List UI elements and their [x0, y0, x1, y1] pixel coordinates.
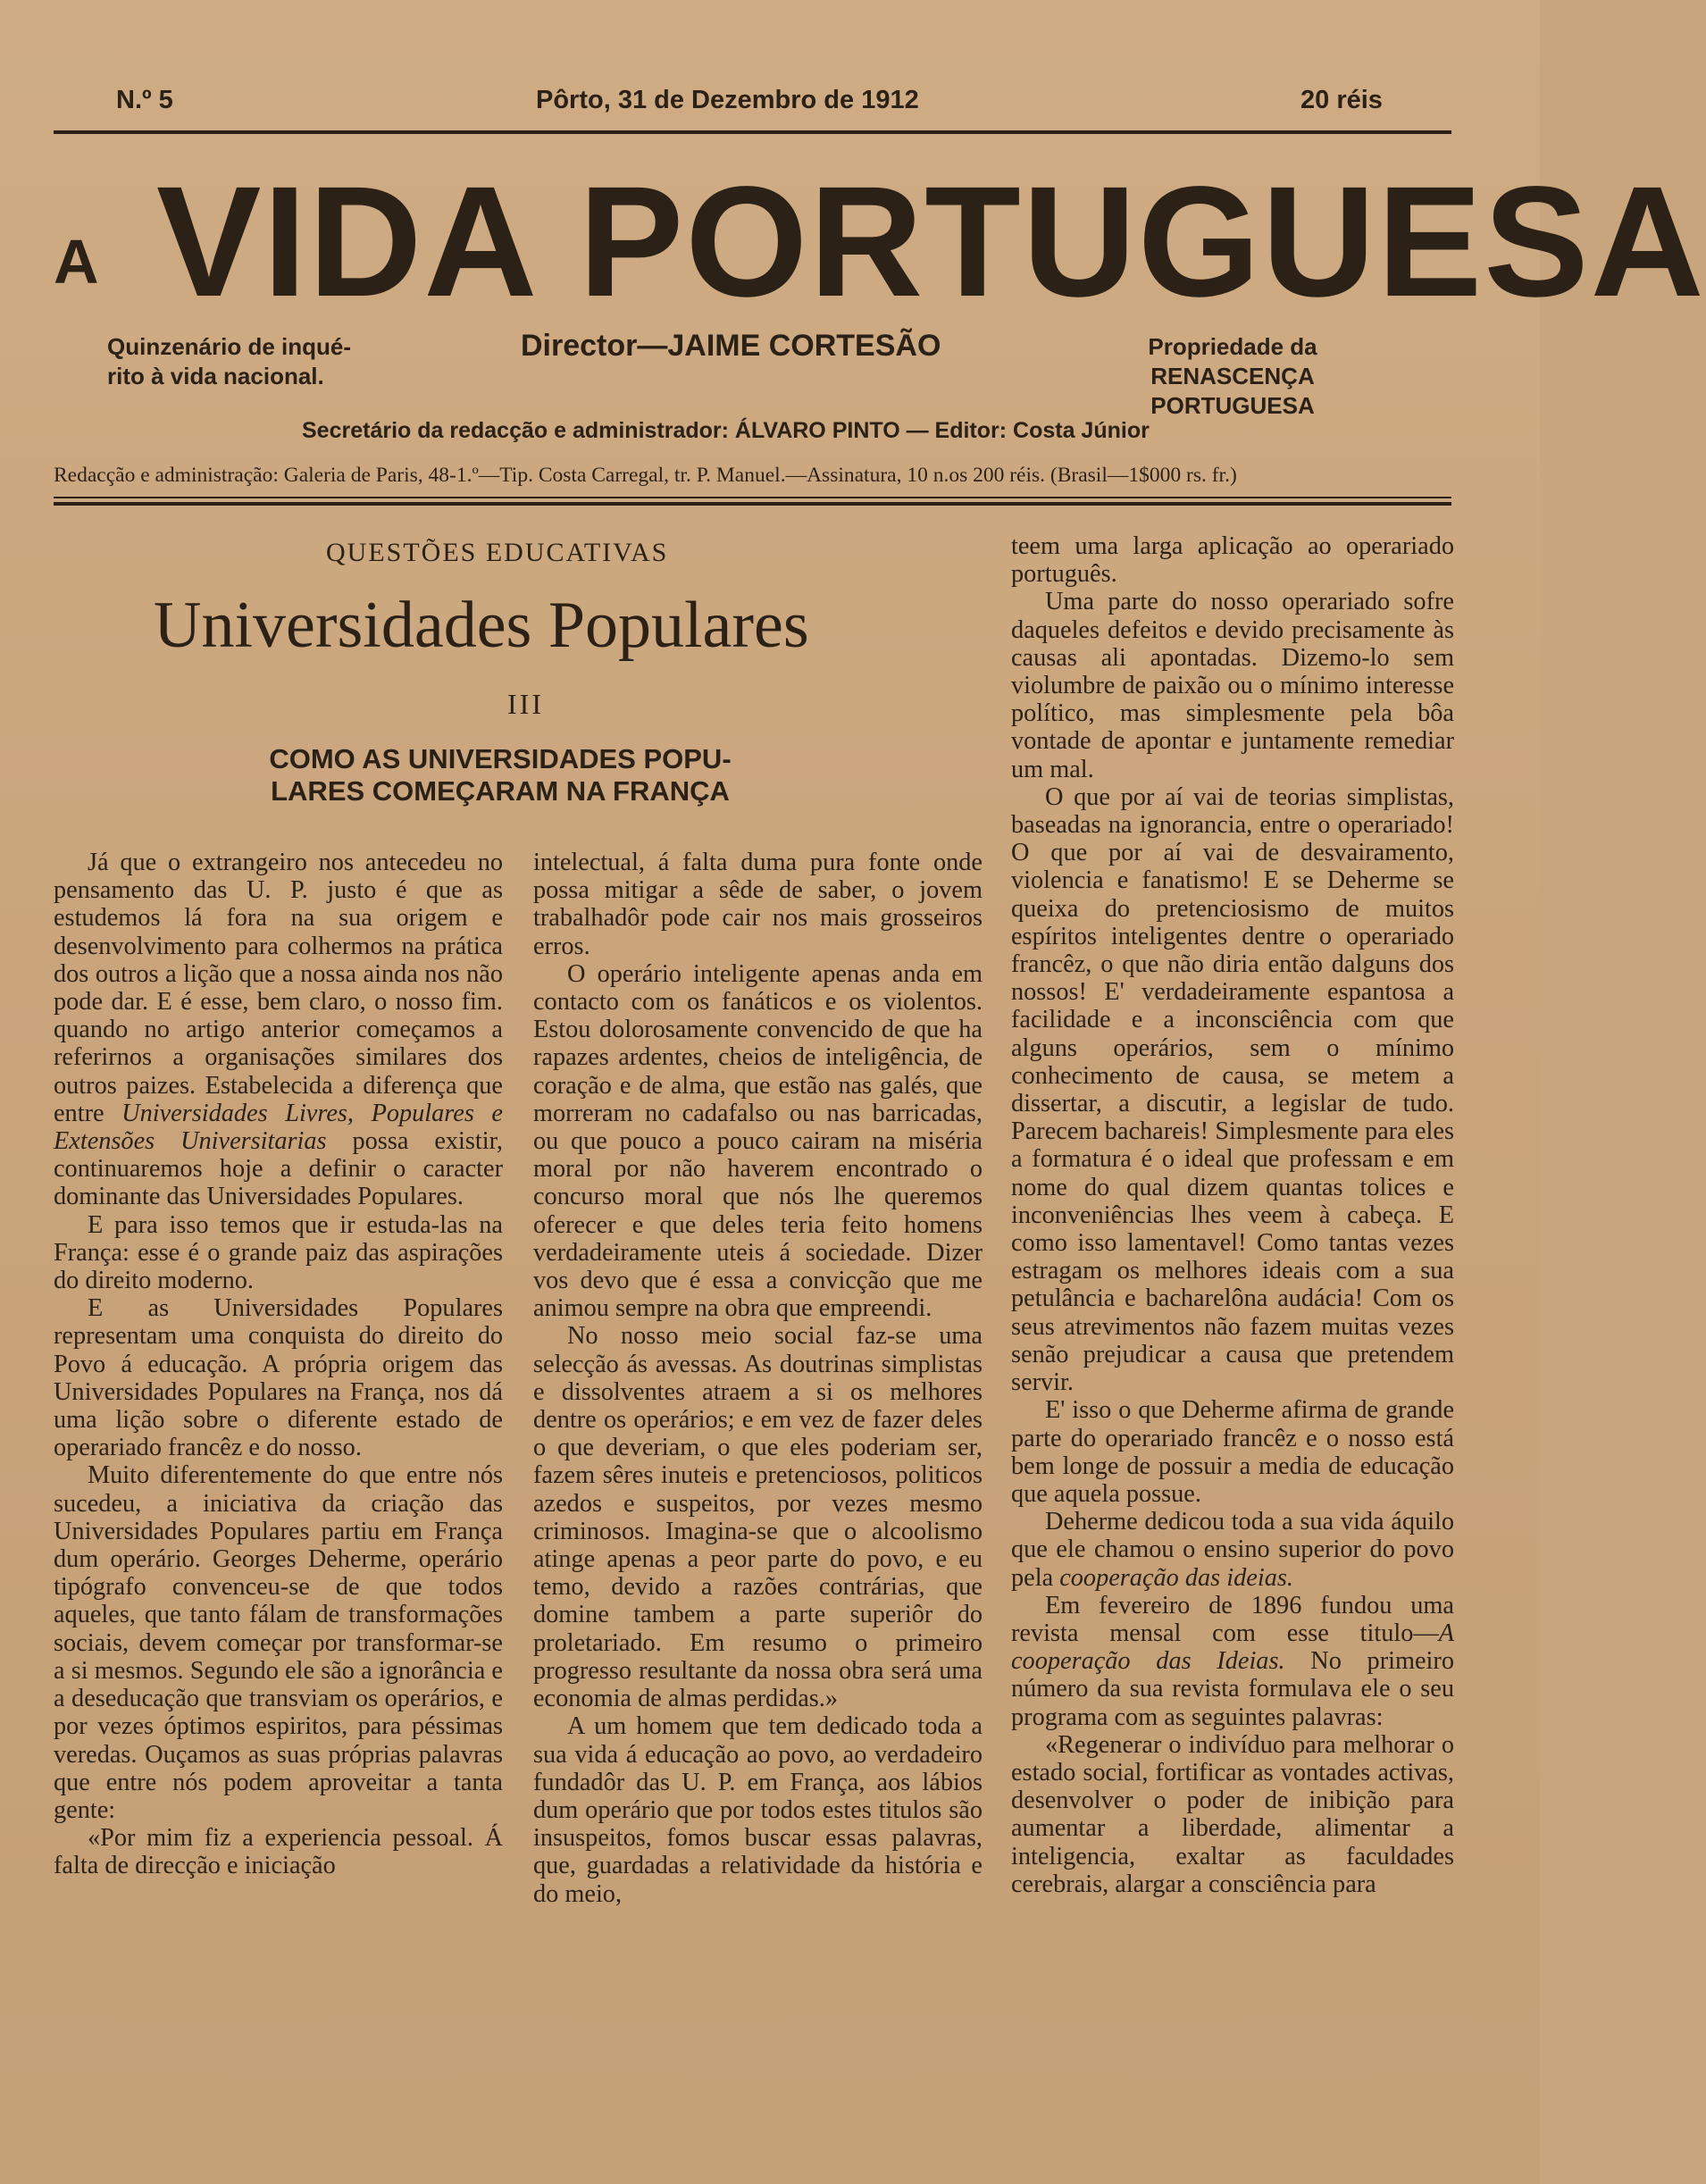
- col2-paragraph-3: No nosso meio social faz-se uma selecção ás avessas. As doutrinas simplistas e dissolventes atraem a si os melhores dentre os operários; e em vez de fazer deles o que deveriam, o que eles poderiam ser, fazem sêres inuteis e pretenciosos, politicos azedos e suspeitos, por vezes mesmo criminosos. Imagina-se que o alcoolismo atinge apenas a peor parte do povo, e eu temo, devido a razões contrárias, que domine tambem a parte superiôr do proletariado. Em resumo o primeiro progresso resultante da nossa obra será uma economia de almas perdidas.»: [533, 1322, 983, 1713]
- col3-p6-text-end: No primeiro número da sua revista formulava ele o seu programa com as seguintes palavras:: [1011, 1647, 1454, 1731]
- article-subhead: [54, 743, 947, 807]
- col1-paragraph-5: «Por mim fiz a experiencia pessoal. Á falta de direcção e iniciação: [54, 1824, 503, 1880]
- rule-thick: [54, 502, 1451, 506]
- tagline: [107, 332, 351, 391]
- column-2: [533, 849, 983, 1908]
- col1-p1-text: Já que o extrangeiro nos antecedeu no pensamento das U. P. justo é que as estudemos lá fora na sua origem e desenvolvimento para colhermos na prática dos outros a lição que a nossa ainda nos não pode dar. E é esse, bem claro, o nosso fim. quando no artigo anterior começamos a referirnos a organisações similares dos outros paizes. Estabelecida a diferença que entre: [54, 849, 503, 1127]
- col3-p6-text: Em fevereiro de 1896 fundou uma revista mensal com esse titulo—: [1011, 1591, 1454, 1647]
- col2-paragraph-1: intelectual, á falta duma pura fonte onde possa mitigar a sêde de saber, o jovem trabalhadôr pode cair nos mais grosseiros erros.: [533, 849, 983, 960]
- col1-paragraph-2: E para isso temos que ir estuda-las na França: esse é o grande paiz das aspirações do direito moderno.: [54, 1210, 503, 1295]
- col3-paragraph-4: E' isso o que Deherme afirma de grande parte do operariado francêz e o nosso está bem longe de possuir a media de educação que aquela possue.: [1011, 1396, 1454, 1508]
- tagline-line-2: rito à vida nacional.: [107, 363, 324, 389]
- tagline-line-1: Quinzenário de inqué-: [107, 333, 352, 360]
- rule-thin: [54, 497, 1451, 498]
- staff-line: Secretário da redacção e administrador: ÁLVARO PINTO — Editor: Costa Júnior: [302, 418, 1150, 443]
- col3-paragraph-5: [1011, 1508, 1454, 1592]
- director: Director—JAIME CORTESÃO: [521, 329, 941, 363]
- col1-paragraph-3: E as Universidades Populares representam uma conquista do direito do Povo á educação. A própria origem das Universidades Populares na França, nos dá uma lição sobre o diferente estado de operariado francêz e do nosso.: [54, 1294, 503, 1462]
- column-1: [54, 849, 503, 1880]
- ownership-line-1: Propriedade da: [1148, 333, 1317, 360]
- col3-paragraph-3: O que por aí vai de teorias simplistas, baseadas na ignorancia, entre o operariado! O que por aí vai de desvairamento, violencia e fanatismo! E se Deherme se queixa do pretenciosismo de muitos espíritos inteligentes dentre o operariado francêz, o que não diria então dalguns dos nossos! E' verdadeiramente espantosa a facilidade e a inconsciência com que alguns operários, sem o mínimo conhecimento de causa, se metem a dissertar, a discutir, a legislar de tudo. Parecem bachareis! Simplesmente para eles a formatura é o ideal que professam e em nome do qual dizem quantas tolices e inconveniências lhes veem à cabeça. E como isso lamentavel! Como tantas vezes estragam os melhores ideais com a sua petulância e bacharelôna audácia! Com os seus atrevimentos não fazem muitas vezes senão prejudicar a causa que pretendem servir.: [1011, 782, 1454, 1397]
- subhead-line-1: COMO AS UNIVERSIDADES POPU-: [269, 743, 732, 774]
- subhead-line-2: LARES COMEÇARAM NA FRANÇA: [271, 775, 730, 807]
- col3-paragraph-7: «Regenerar o indivíduo para melhorar o estado social, fortificar as vontades activas, desenvolver o poder de inibição para aumentar a liberdade, alimentar a inteligencia, exaltar as faculdades cerebrais, alargar a consciência para: [1011, 1730, 1454, 1898]
- ownership-line-2: RENASCENÇA PORTUGUESA: [1150, 363, 1315, 419]
- col3-p6-italic: A cooperação das Ideias.: [1011, 1619, 1454, 1676]
- col2-paragraph-2: O operário inteligente apenas anda em contacto com os fanáticos e os violentos. Estou dolorosamente convencido de que ha rapazes ardentes, cheios de inteligência, de coração e de alma, que estão nas galés, que morreram no cadafalso ou nas barricadas, ou que pouco a pouco cairam na miséria moral por não haverem encontrado o concurso moral que nós lhe queremos oferecer e que deles teria feito homens verdadeiramente uteis á sociedade. Dizer vos devo que é essa a convicção que me animou sempre na obra que empreendi.: [533, 959, 983, 1323]
- article-kicker: QUESTÕES EDUCATIVAS: [326, 538, 669, 567]
- col3-paragraph-2: Uma parte do nosso operariado sofre daqueles defeitos e devido precisamente às causas ali apontadas. Dizemo-lo sem violumbre de paixão ou o mínimo interesse político, mas simplesmente pela bôa vontade de apontar e juntamente remediar um mal.: [1011, 588, 1454, 783]
- col1-p1-text-end: possa existir, continuaremos hoje a definir o caracter dominante das Universidades Populares.: [54, 1127, 503, 1211]
- col3-paragraph-6: [1011, 1592, 1454, 1731]
- col3-p5-italic: cooperação das ideias.: [1059, 1563, 1293, 1592]
- admin-line: Redacção e administração: Galeria de Paris, 48-1.º—Tip. Costa Carregal, tr. P. Manuel.—Assinatura, 10 n.os 200 réis. (Brasil—1$000 rs. fr.): [54, 464, 1237, 487]
- col1-p1-italic: Universidades Livres, Populares e Extensões Universitarias: [54, 1099, 503, 1156]
- masthead-title: VIDA PORTUGUESA: [156, 155, 1706, 330]
- col3-p5-text: Deherme dedicou toda a sua vida áquilo que ele chamou o ensino superior do povo pela: [1011, 1508, 1454, 1592]
- col3-paragraph-1: teem uma larga aplicação ao operariado português.: [1011, 532, 1454, 589]
- article-title: Universidades Populares: [154, 589, 809, 662]
- issue-number: N.º 5: [116, 86, 173, 114]
- ownership: [1067, 332, 1398, 421]
- masthead-article: A: [54, 227, 99, 297]
- col1-paragraph-4: Muito diferentemente do que entre nós sucedeu, a iniciativa da criação das Universidades Populares partiu em França dum operário. Georges Deherme, operário tipógrafo convenceu-se de que todos aqueles, que tanto fálam de transformações sociais, devem começar por transformar-se a si mesmos. Segundo ele são a ignorância e a deseducação que transviam os operários, e por vezes óptimos espiritos, para péssimas veredas. Ouçamos as suas próprias palavras que entre nós podem aproveitar a tanta gente:: [54, 1461, 503, 1824]
- price: 20 réis: [1300, 86, 1383, 114]
- top-rule: [54, 130, 1451, 134]
- article-part: III: [507, 688, 544, 720]
- dateline: Pôrto, 31 de Dezembro de 1912: [536, 86, 919, 114]
- col2-paragraph-4: A um homem que tem dedicado toda a sua vida á educação ao povo, ao verdadeiro fundadôr das U. P. em França, aos lábios dum operário que por todos estes titulos são insuspeitos, fomos buscar essas palavras, que, guardadas a relatividade da história e do meio,: [533, 1712, 983, 1908]
- column-3: [1011, 532, 1454, 1898]
- col1-paragraph-1: [54, 849, 503, 1211]
